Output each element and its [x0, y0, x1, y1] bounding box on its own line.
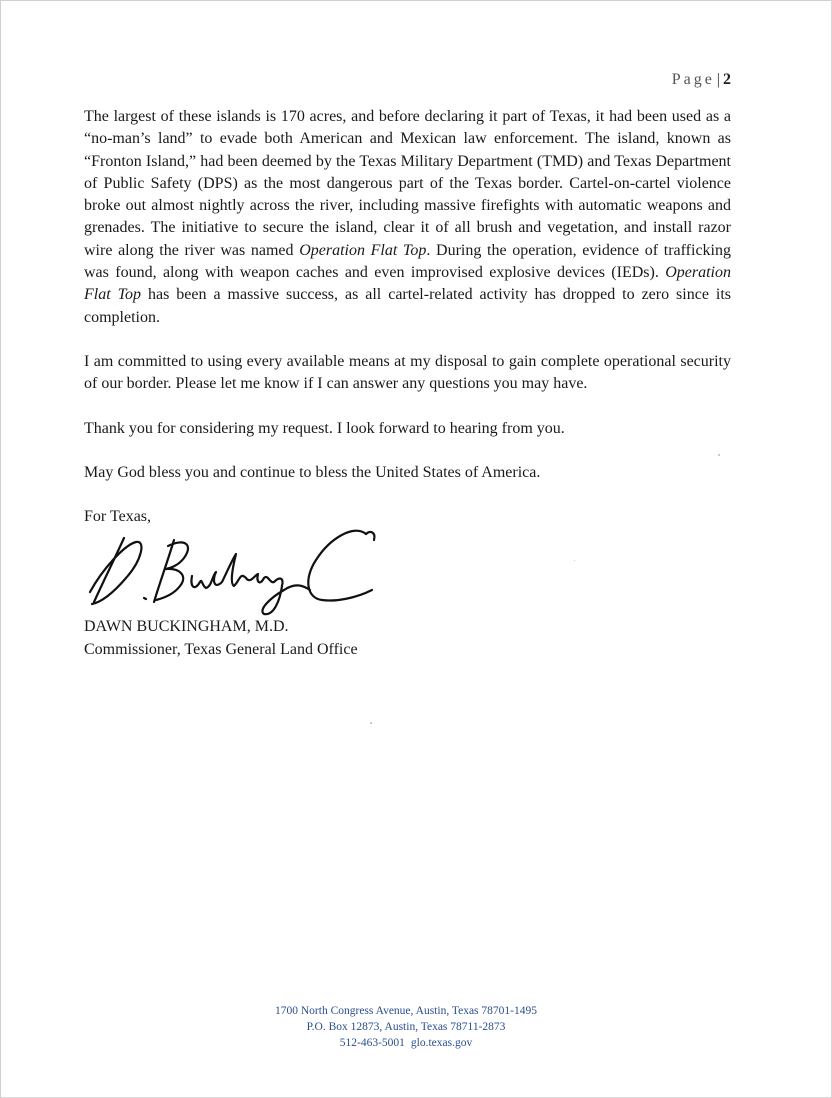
page-label: Page — [671, 71, 715, 88]
footer-address-pobox: P.O. Box 12873, Austin, Texas 78711-2873 — [306, 1021, 506, 1033]
scan-speck — [574, 560, 575, 561]
signer-name: DAWN BUCKINGHAM, M.D. — [84, 618, 289, 635]
paragraph-1-part-1: The largest of these islands is 170 acres, and before declaring it part of Texas, it had been used as a “no-man’s land” to evade both American and Mexican law enforcement. The island, known as “Fronton Island,” had been deemed by the Texas Military Department (TMD) and Texas Department of Public Safety (DPS) as the most dangerous part of the Texas border. Cartel-on-cartel violence broke out almost nightly across the river, including massive firefights with automatic weapons and grenades. The initiative to secure the island, clear it of all brush and vegetation, and install razor wire along the river was named — [84, 108, 731, 259]
paragraph-1-part-2: . During the operation, evidence of trafficking was found, along with weapon caches and even improvised explosive devices (IEDs). — [84, 241, 732, 282]
footer-address-street: 1700 North Congress Avenue, Austin, Texas 78701-1495 — [275, 1005, 537, 1017]
signature-block — [84, 616, 358, 661]
paragraph-commitment: I am committed to using every available means at my disposal to gain complete operational security of our border. Please let me know if I can answer any questions you may have. — [84, 352, 731, 393]
paragraph-1-part-3: has been a massive success, as all cartel-related activity has dropped to zero since its completion. — [84, 286, 732, 326]
signer-title: Commissioner, Texas General Land Office — [84, 640, 358, 658]
letterhead-footer — [0, 1003, 812, 1051]
scan-speck — [370, 722, 372, 724]
page-separator: | — [716, 71, 720, 88]
letter-body — [84, 106, 731, 528]
scan-speck — [718, 454, 720, 456]
paragraph-blessing: May God bless you and continue to bless the United States of America. — [84, 463, 541, 481]
paragraph-fronton-island — [84, 106, 731, 329]
footer-phone: 512-463-5001 — [339, 1037, 405, 1049]
closing-salutation: For Texas, — [84, 508, 152, 526]
page-number-header — [672, 71, 731, 89]
paragraph-thanks: Thank you for considering my request. I look forward to hearing from you. — [84, 419, 565, 437]
handwritten-signature — [84, 520, 384, 620]
footer-website: glo.texas.gov — [410, 1037, 473, 1049]
operation-name-1: Operation Flat Top — [299, 241, 427, 259]
footer-contact — [0, 1035, 812, 1051]
page-number: 2 — [723, 71, 731, 88]
operation-name-2: Operation Flat Top — [84, 264, 731, 304]
